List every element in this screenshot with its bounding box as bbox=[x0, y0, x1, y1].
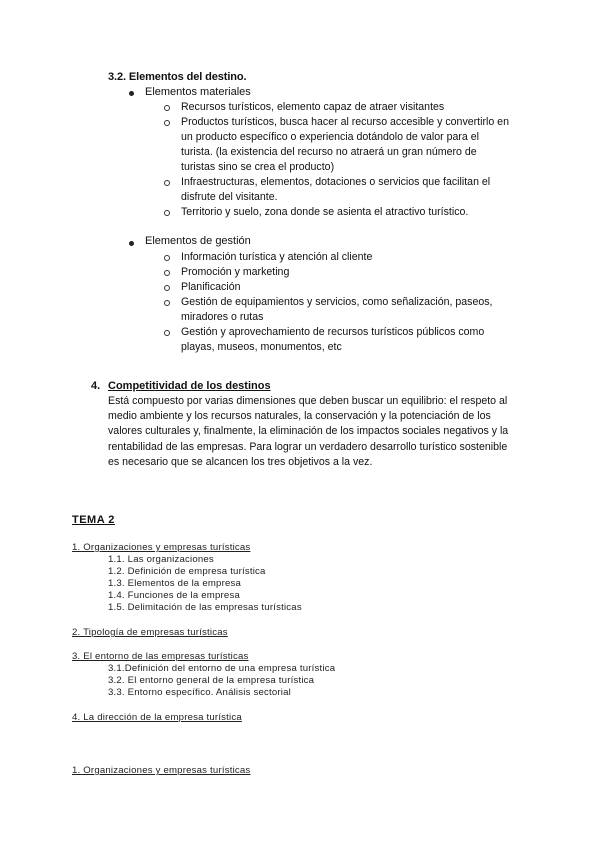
bullet-circle bbox=[164, 300, 170, 306]
toc-sub-1-3[interactable]: 1.3. Elementos de la empresa bbox=[108, 578, 242, 589]
section-4-paragraph: Está compuesto por varias dimensiones que deben buscar un equilibrio: el respeto al medio ambiente y los recursos naturales, la conservación y la potenciación de los valores culturales y, finalmente, la eliminación de los impactos sociales negativos y la rentabilidad de las empresas. Para lograr un verdadero desarrollo turístico sostenible es necesario que se alcancen los tres objetivos a la vez. bbox=[108, 395, 509, 468]
toc-sub-3-3[interactable]: 3.3. Entorno específico. Análisis sectorial bbox=[108, 687, 291, 698]
section-4-title: Competitividad de los destinos bbox=[108, 380, 271, 392]
section-4-number: 4. bbox=[91, 380, 101, 392]
gestion-item-2: Promoción y marketing bbox=[181, 266, 290, 278]
bullet-circle bbox=[164, 270, 170, 276]
tema-2-title: TEMA 2 bbox=[72, 514, 115, 526]
materiales-item-3: Infraestructuras, elementos, dotaciones o servicios que facilitan el disfrute del visitante. bbox=[181, 176, 491, 203]
gestion-item-5: Gestión y aprovechamiento de recursos turísticos públicos como playas, museos, monumentos, etc bbox=[181, 326, 485, 353]
toc-sub-1-5[interactable]: 1.5. Delimitación de las empresas turísticas bbox=[108, 602, 302, 613]
final-heading: 1. Organizaciones y empresas turísticas bbox=[72, 765, 251, 776]
bullet-circle bbox=[164, 105, 170, 111]
section-3-2-heading: 3.2. Elementos del destino. bbox=[108, 71, 247, 83]
toc-link-3[interactable]: 3. El entorno de las empresas turísticas bbox=[72, 651, 249, 662]
bullet-dot bbox=[129, 241, 134, 246]
bullet-circle bbox=[164, 210, 170, 216]
toc-sub-1-2[interactable]: 1.2. Definición de empresa turística bbox=[108, 566, 266, 577]
toc-sub-3-1[interactable]: 3.1.Definición del entorno de una empresa turística bbox=[108, 663, 336, 674]
materiales-label: Elementos materiales bbox=[145, 86, 251, 98]
materiales-item-4: Territorio y suelo, zona donde se asienta el atractivo turístico. bbox=[181, 206, 469, 218]
gestion-item-3: Planificación bbox=[181, 281, 241, 293]
gestion-item-4: Gestión de equipamientos y servicios, como señalización, paseos, miradores o rutas bbox=[181, 296, 493, 323]
materiales-item-1: Recursos turísticos, elemento capaz de atraer visitantes bbox=[181, 101, 445, 113]
materiales-item-2: Productos turísticos, busca hacer al recurso accesible y convertirlo en un producto específico o experiencia dotándolo de valor para el turista. (la existencia del recurso no atraerá un gran número de turistas sino se crea el producto) bbox=[181, 116, 509, 173]
bullet-circle bbox=[164, 180, 170, 186]
bullet-circle bbox=[164, 330, 170, 336]
bullet-dot bbox=[129, 91, 134, 96]
toc-sub-1-1[interactable]: 1.1. Las organizaciones bbox=[108, 554, 214, 565]
bullet-circle bbox=[164, 255, 170, 261]
bullet-circle bbox=[164, 120, 170, 126]
gestion-label: Elementos de gestión bbox=[145, 235, 251, 247]
toc-sub-3-2[interactable]: 3.2. El entorno general de la empresa turística bbox=[108, 675, 315, 686]
gestion-item-1: Información turística y atención al cliente bbox=[181, 251, 373, 263]
toc-link-1[interactable]: 1. Organizaciones y empresas turísticas bbox=[72, 542, 251, 553]
toc-link-4[interactable]: 4. La dirección de la empresa turística bbox=[72, 712, 242, 723]
toc-sub-1-4[interactable]: 1.4. Funciones de la empresa bbox=[108, 590, 240, 601]
bullet-circle bbox=[164, 285, 170, 291]
toc-link-2[interactable]: 2. Tipología de empresas turísticas bbox=[72, 627, 228, 638]
